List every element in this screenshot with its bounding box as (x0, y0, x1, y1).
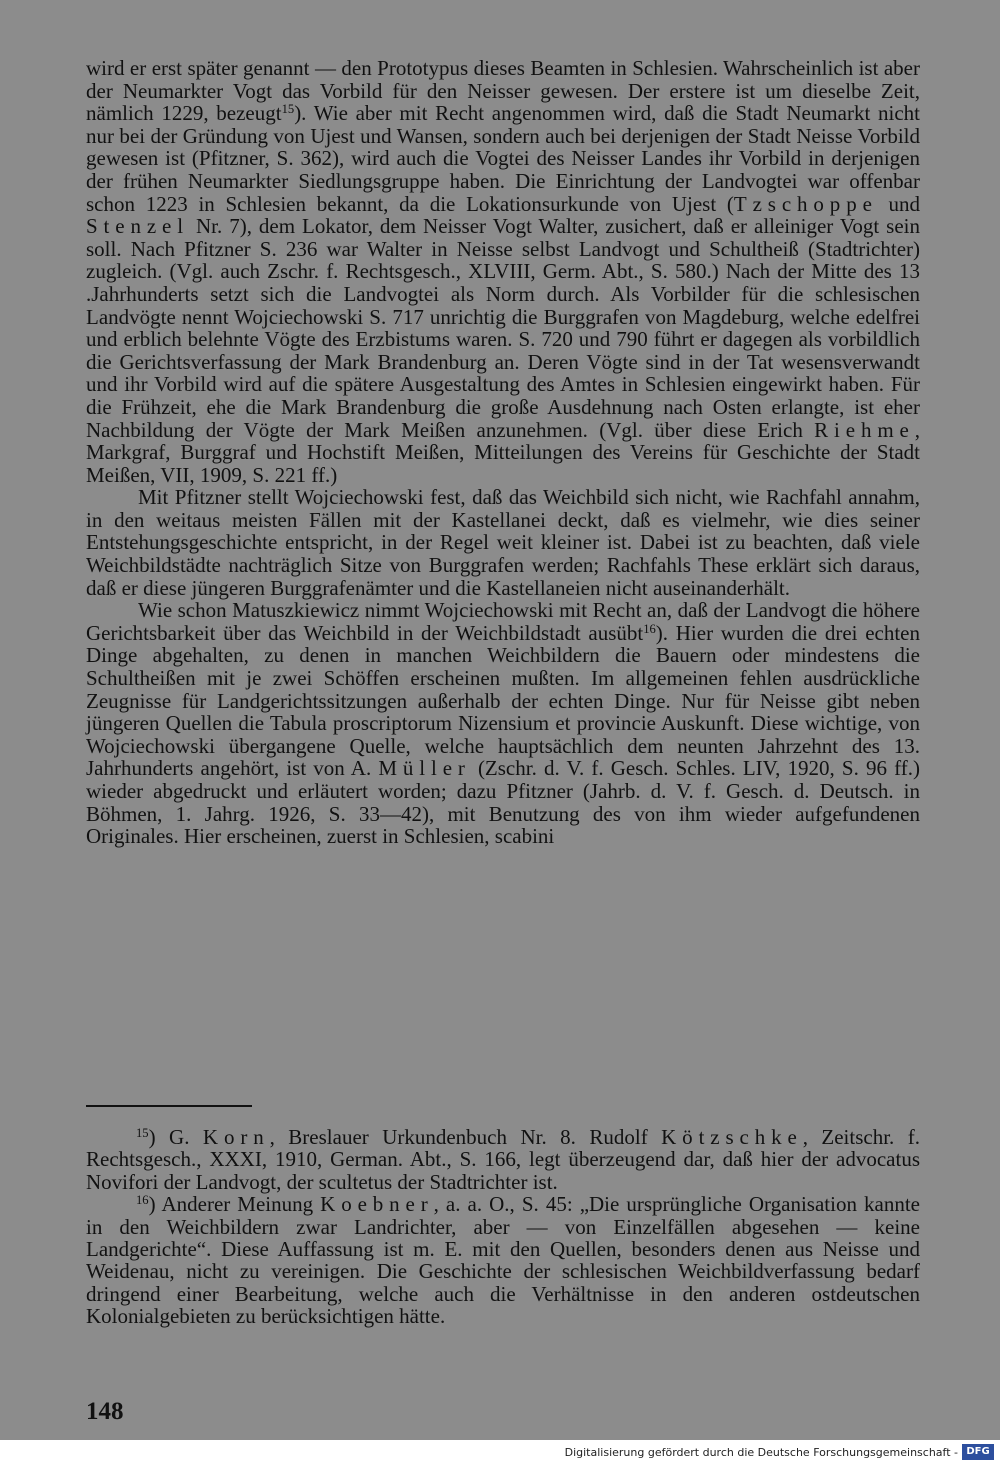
spaced-name: Korn (202, 1125, 270, 1149)
text-run: ). Hier wurden die drei echten Dinge abgehalten, zu denen in manchen Weichbildern die Bauern oder mindestens die Schultheißen mit je zwei Schöffen erscheinen mußten. Im allgemeinen fehlen ausdrückliche Zeugnisse für Landgerichtssitzungen außerhalb der echten Dinge. Nur für Neisse gibt neben jüngeren Quellen die Tabula proscriptorum Nizensium et provincie Auskunft. Diese wichtige, von Wojciechowski übergangene Quelle, welche hauptsächlich dem neunten Jahrzehnt des 13. Jahrhunderts angehört, ist von A. (86, 620, 921, 781)
footnotes (86, 1126, 920, 1328)
spaced-name: Riehme (814, 417, 915, 442)
footnote-ref: 15 (136, 1126, 149, 1141)
spaced-name: Tzschoppe (733, 191, 878, 216)
text-run: und (877, 191, 921, 216)
footnote-ref: 15 (281, 102, 295, 117)
dfg-logo-icon: DFG (962, 1444, 994, 1460)
text-run: , Markgraf, Burggraf und Hochstift Meißen, Mitteilungen des Vereins für Geschichte der Stadt Meißen, VII, 1909, S. 221 ff.) (86, 417, 920, 487)
text-run: wird er erst später genannt — den Prototypus dieses Beamten in Schlesien. Wahrscheinlich ist aber der Neumarkter Vogt das Vorbild für den Neisser gewesen. Der erstere ist um dieselbe Zeit, nämlich 1229, bezeugt (86, 56, 920, 126)
paragraph-2 (86, 486, 920, 599)
text-run: , Zeitschr. f. Rechtsgesch., XXXI, 1910, German. Abt., S. 166, legt überzeugend dar, daß hier der advocatus Novifori der Landvogt, der scultetus der Stadtrichter ist. (86, 1125, 920, 1194)
paragraph-3 (86, 599, 920, 848)
footnote-ref: 16 (643, 621, 656, 636)
footnote-ref: 16 (136, 1193, 149, 1208)
spaced-name: Koebner (320, 1192, 434, 1217)
text-run: ). Wie aber mit Recht angenommen wird, daß die Stadt Neumarkt nicht nur bei der Gründung von Ujest und Wansen, sondern auch bei derjenigen der Stadt Neisse Vorbild gewesen ist (Pfitzner, S. 362), wird auch die Vogtei des Neisser Landes ihr Vorbild in derjenigen der frühen Neumarkter Siedlungsgruppe haben. Die Einrichtung der Landvogtei war offenbar schon 1223 in Schlesien bekannt, da die Lokationsurkunde von Ujest ( (86, 101, 920, 216)
footer-credit: Digitalisierung gefördert durch die Deutsche Forschungsgemeinschaft - (564, 1446, 958, 1459)
spaced-name: Stenzel (86, 214, 189, 239)
page-number: 148 (86, 1398, 124, 1425)
spaced-name: Müller (378, 756, 471, 781)
spaced-name: Kötzschke (661, 1125, 803, 1149)
text-run: Mit Pfitzner stellt Wojciechowski fest, daß das Weichbild sich nicht, wie Rachfahl annahm, in den weitaus meisten Fällen mit der Kastellanei deckt, daß es vielmehr, wie dies seiner Entstehungsgeschichte entspricht, in der Regel weit kleiner ist. Dabei ist zu beachten, daß viele Weichbildstädte nachträglich Sitze von Burggrafen werden; Rachfahls These erklärt sich daraus, daß er diese jüngeren Burggrafenämter und die Kastellaneien nicht auseinanderhält. (86, 485, 920, 600)
text-run: ) G. (148, 1125, 203, 1149)
text-run: ) Anderer Meinung (148, 1192, 321, 1217)
main-text (86, 57, 920, 848)
text-run: , a. a. O., S. 45: „Die ursprüngliche Organisation kannte in den Weichbildern zwar Landrichter, aber — von Einzelfällen abgesehen — keine Landgerichte“. Diese Auffassung ist m. E. mit den Quellen, besonders denen aus Neisse und Weidenau, nicht zu vereinigen. Die Geschichte der schlesischen Weichbildverfassung bedarf dringend einer Bearbeitung, welche auch die Verhältnisse in den anderen ostdeutschen Kolonialgebieten zu berücksichtigen hätte. (86, 1192, 920, 1329)
footnote-16 (86, 1193, 920, 1327)
paragraph-1 (86, 57, 920, 486)
digitization-footer (0, 1440, 1000, 1465)
text-run: (Zschr. d. V. f. Gesch. Schles. LIV, 1920, S. 96 ff.) wieder abgedruckt und erläutert worden; dazu Pfitzner (Jahrb. d. V. f. Gesch. d. Deutsch. in Böhmen, 1. Jahrg. 1926, S. 33—42), mit Benutzung des von ihm wieder aufgefundenen Originales. Hier erscheinen, zuerst in Schlesien, scabini (86, 756, 920, 849)
text-run: Wie schon Matuszkiewicz nimmt Wojciechowski mit Recht an, daß der Landvogt die höhere Gerichtsbarkeit über das Weichbild in der Weichbildstadt ausübt (86, 598, 920, 645)
text-run: Nr. 7), dem Lokator, dem Neisser Vogt Walter, zusichert, daß er alleiniger Vogt sein soll. Nach Pfitzner S. 236 war Walter in Neisse selbst Landvogt und Schultheiß (Stadtrichter) zugleich. (Vgl. auch Zschr. f. Rechtsgesch., XLVIII, Germ. Abt., S. 580.) Nach der Mitte des 13 .Jahrhunderts setzt sich die Landvogtei als Norm durch. Als Vorbilder für die schlesischen Landvögte nennt Wojciechowski S. 717 unrichtig die Burggrafen von Magdeburg, welche edelfrei und erblich belehnte Vögte des Erzbistums waren. S. 720 und 790 führt er dagegen als vorbildlich die Gerichtsverfassung der Mark Brandenburg an. Deren Vögte sind in der Tat wesensverwandt und ihr Vorbild wird auf die spätere Ausgestaltung des Amtes in Schlesien eingewirkt haben. Für die Frühzeit, ehe die Mark Brandenburg die große Ausdehnung nach Osten erlangte, ist eher Nachbildung der Vögte der Mark Meißen anzunehmen. (Vgl. über diese Erich (86, 214, 920, 442)
footnote-divider (86, 1105, 252, 1107)
text-run: , Breslauer Urkundenbuch Nr. 8. Rudolf (269, 1125, 662, 1149)
footnote-15 (86, 1126, 920, 1193)
